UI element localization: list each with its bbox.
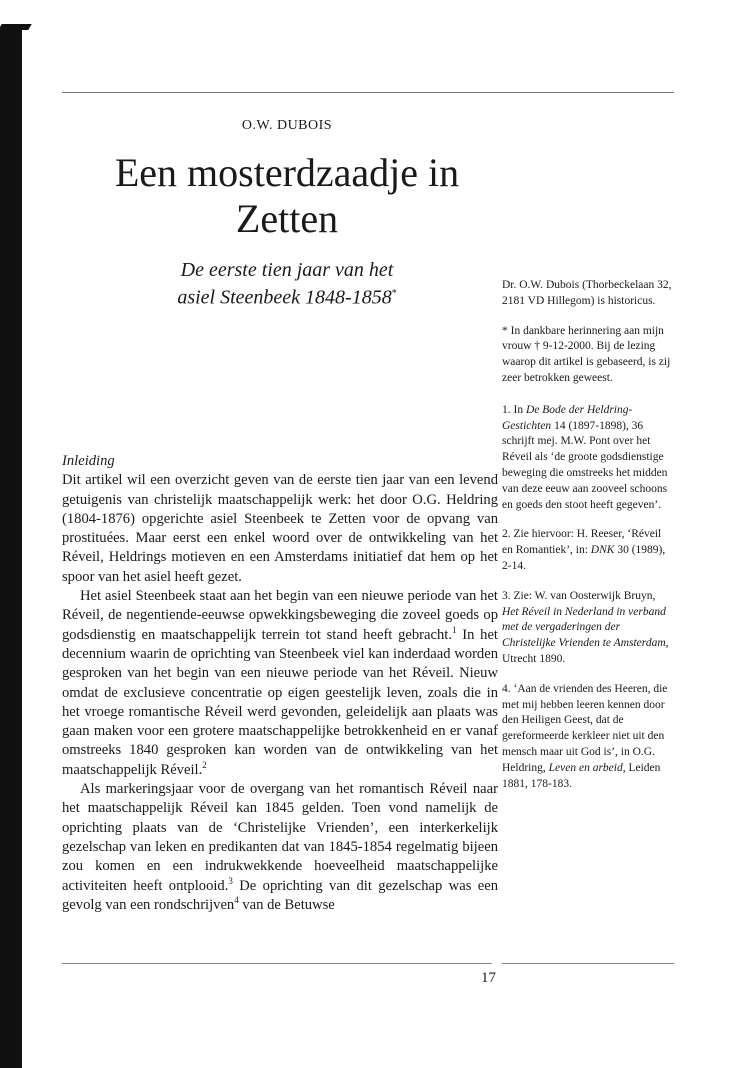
subtitle-line-1: De eerste tien jaar van het — [180, 259, 394, 281]
subtitle-footnote-mark: * — [391, 288, 397, 299]
article-title: Een mosterdzaadje in Zetten — [114, 150, 460, 241]
footnote-text: 14 (1897-1898), 36 schrijft mej. M.W. Pont over het Réveil als ‘de groote godsdienstige beweging die omstreeks het midden van deze eeuw aan zooveel schoons en goeds den stoot heeft gegeven’. — [502, 419, 668, 511]
subtitle-line-2: asiel Steenbeek 1848-1858 — [177, 286, 392, 309]
footnote-4 — [502, 682, 674, 793]
footnote-title: Het Réveil in Nederland in verband met de vergaderingen der Christelijke Vrienden te Amsterdam — [502, 605, 666, 650]
footnote-text: , Utrecht 1890. — [502, 637, 669, 665]
paragraph-1: Dit artikel wil een overzicht geven van de eerste tien jaar van een levend getuigenis van christelijk maatschappelijk werk: het door O.G. Heldring (1804-1876) opgerichte asiel Steenbeek te Zetten voor de opvang van prostituées. Maar eerst een enkel woord over de ontwikkeling van het Réveil, Heldrings motieven en een Amsterdams initiatief dat hem op het spoor van het asiel heeft gezet. — [62, 472, 498, 585]
footnote-ref-2: 2 — [202, 759, 207, 770]
author-name: O.W. DUBOIS — [241, 118, 333, 133]
scan-border — [0, 28, 22, 1068]
main-column — [62, 452, 498, 915]
article-subtitle — [60, 258, 514, 310]
footnote-1 — [502, 403, 674, 514]
paragraph-2-text-a: Het asiel Steenbeek staat aan het begin van een nieuwe periode van het Réveil, de negentiende-eeuwse opwekkingsbeweging die zoveel goeds op godsdienstig en maatschappelijk terrein tot stand heeft gebracht. — [62, 588, 498, 643]
footnote-title: Leven en arbeid — [548, 761, 623, 774]
footer-rule-sidebar — [502, 963, 674, 964]
footnote-number: 4. — [502, 682, 511, 695]
footnote-text: In — [513, 403, 526, 416]
footnote-text: ‘Aan de vrienden des Heeren, die met mij hebben leeren kennen door den Heiligen Geest, dat de gereformeerde kerkleer niet uit den mensch maar uit God is’, in O.G. Heldring, — [502, 682, 668, 774]
footnote-ref-3: 3 — [228, 875, 233, 886]
footer-rule — [62, 963, 492, 964]
footnote-number: 3. — [502, 589, 511, 602]
sidebar-notes — [502, 278, 674, 806]
section-heading: Inleiding — [62, 453, 115, 469]
dedication-note: * In dankbare herinnering aan mijn vrouw † 9-12-2000. Bij de lezing waarop dit artikel is gebaseerd, is zij zeer betrokken geweest. — [502, 324, 671, 384]
author-bio: Dr. O.W. Dubois (Thorbeckelaan 32, 2181 VD Hillegom) is historicus. — [502, 279, 672, 307]
paragraph-3-text-c: van de Betuwse — [238, 896, 335, 913]
paragraph-2 — [62, 587, 498, 780]
paragraph-2-text-b: In het decennium waarin de oprichting van Steenbeek viel kan inderdaad worden gesproken van het begin van een nieuwe periode van het Réveil. Nieuw omdat de exclusieve concentratie op eigen geestelijk leven, zoals die in het vroege romantische Réveil werd gevonden, geleidelijk aan plaats was gaan maken voor een grotere maatschappelijke betrokkenheid en er vanaf omstreeks 1840 gesproken kan worden van de ontwikkeling van het maatschappelijk Réveil. — [62, 626, 498, 778]
page-number: 17 — [481, 970, 496, 986]
paragraph-3 — [62, 780, 498, 915]
footnote-number: 1. — [502, 403, 511, 416]
footnote-text: Zie: W. van Oosterwijk Bruyn, — [513, 589, 656, 602]
footnote-ref-4: 4 — [234, 894, 239, 905]
footnote-3 — [502, 589, 674, 668]
footnote-text: 30 (1989), 2-14. — [502, 544, 666, 572]
footnote-ref-1: 1 — [452, 624, 457, 635]
footnote-text: , Leiden 1881, 178-183. — [502, 761, 661, 790]
footnote-title: DNK — [590, 544, 615, 557]
footnote-title: De Bode der Heldring-Gestichten — [502, 403, 633, 432]
paragraph-3-text-b: De oprichting van dit gezelschap was een gevolg van een rondschrijven — [62, 877, 499, 913]
scan-border-corner — [0, 24, 32, 30]
footnote-2 — [502, 527, 674, 574]
footnote-number: 2. — [502, 528, 511, 541]
header-rule — [62, 92, 674, 93]
footnote-text: Zie hiervoor: H. Reeser, ‘Réveil en Romantiek’, in: — [502, 528, 662, 557]
paragraph-3-text-a: Als markeringsjaar voor de overgang van het romantisch Réveil naar het maatschappelijk Réveil kan 1845 gelden. Toen vond namelijk de oprichting plaats van de ‘Christelijke Vrienden’, een interkerkelijk gezelschap van leken en predikanten dat van 1845-1854 regelmatig bijeen zou komen en een indrukwekkende hoeveelheid maatschappelijke activiteiten heeft ontplooid. — [62, 781, 498, 894]
